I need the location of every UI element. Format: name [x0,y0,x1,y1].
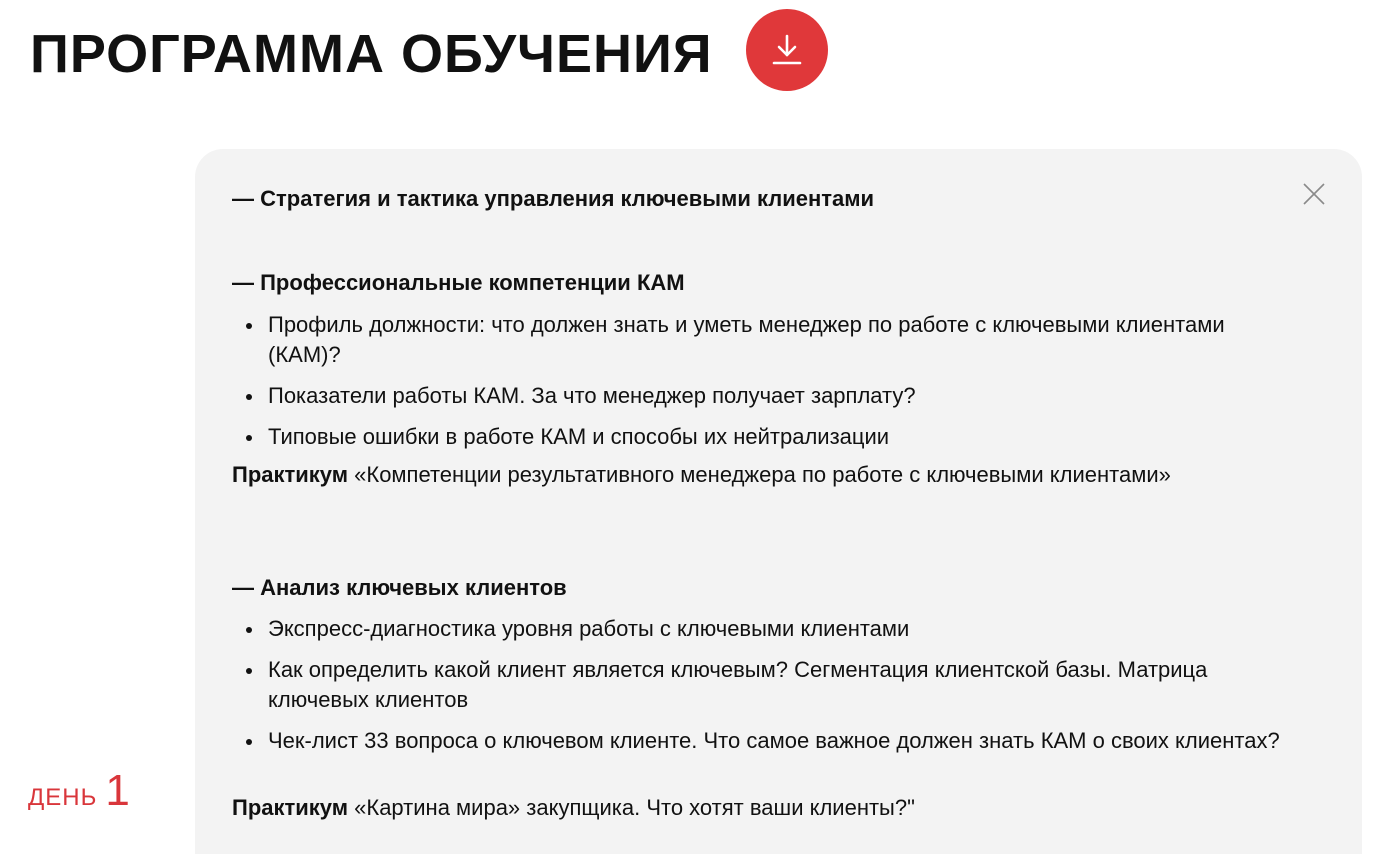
practicum-competencies [232,460,1262,490]
practicum-analysis [232,793,1262,823]
section-heading-strategy: — Стратегия и тактика управления ключевыми клиентами [232,186,875,211]
program-card [195,149,1362,854]
competencies-list [232,310,1292,463]
list-item: Экспресс-диагностика уровня работы с ключевыми клиентами [232,614,1292,644]
practicum-label: Практикум [232,462,349,487]
list-item: Чек-лист 33 вопроса о ключевом клиенте. Что самое важное должен знать КАМ о своих клиентах? [232,726,1292,756]
close-icon [1299,179,1329,209]
list-item: Показатели работы КАМ. За что менеджер получает зарплату? [232,381,1292,411]
download-icon [769,32,805,68]
download-button[interactable] [746,9,828,91]
practicum-text: «Картина мира» закупщика. Что хотят ваши клиенты?" [348,795,915,820]
page-title: ПРОГРАММА ОБУЧЕНИЯ [30,24,713,84]
day-label [28,766,130,816]
close-button[interactable] [1299,179,1329,209]
day-label-number: 1 [105,766,130,815]
section-heading-competencies: — Профессиональные компетенции КАМ [232,270,685,295]
practicum-label: Практикум [232,795,349,820]
list-item: Профиль должности: что должен знать и уметь менеджер по работе с ключевыми клиентами (КАМ)? [232,310,1292,370]
section-heading-analysis: — Анализ ключевых клиентов [232,575,567,600]
analysis-list [232,614,1292,767]
list-item: Типовые ошибки в работе КАМ и способы их нейтрализации [232,422,1292,452]
list-item: Как определить какой клиент является ключевым? Сегментация клиентской базы. Матрица ключевых клиентов [232,655,1292,715]
day-label-word: ДЕНЬ [28,784,98,811]
practicum-text: «Компетенции результативного менеджера по работе с ключевыми клиентами» [348,462,1171,487]
